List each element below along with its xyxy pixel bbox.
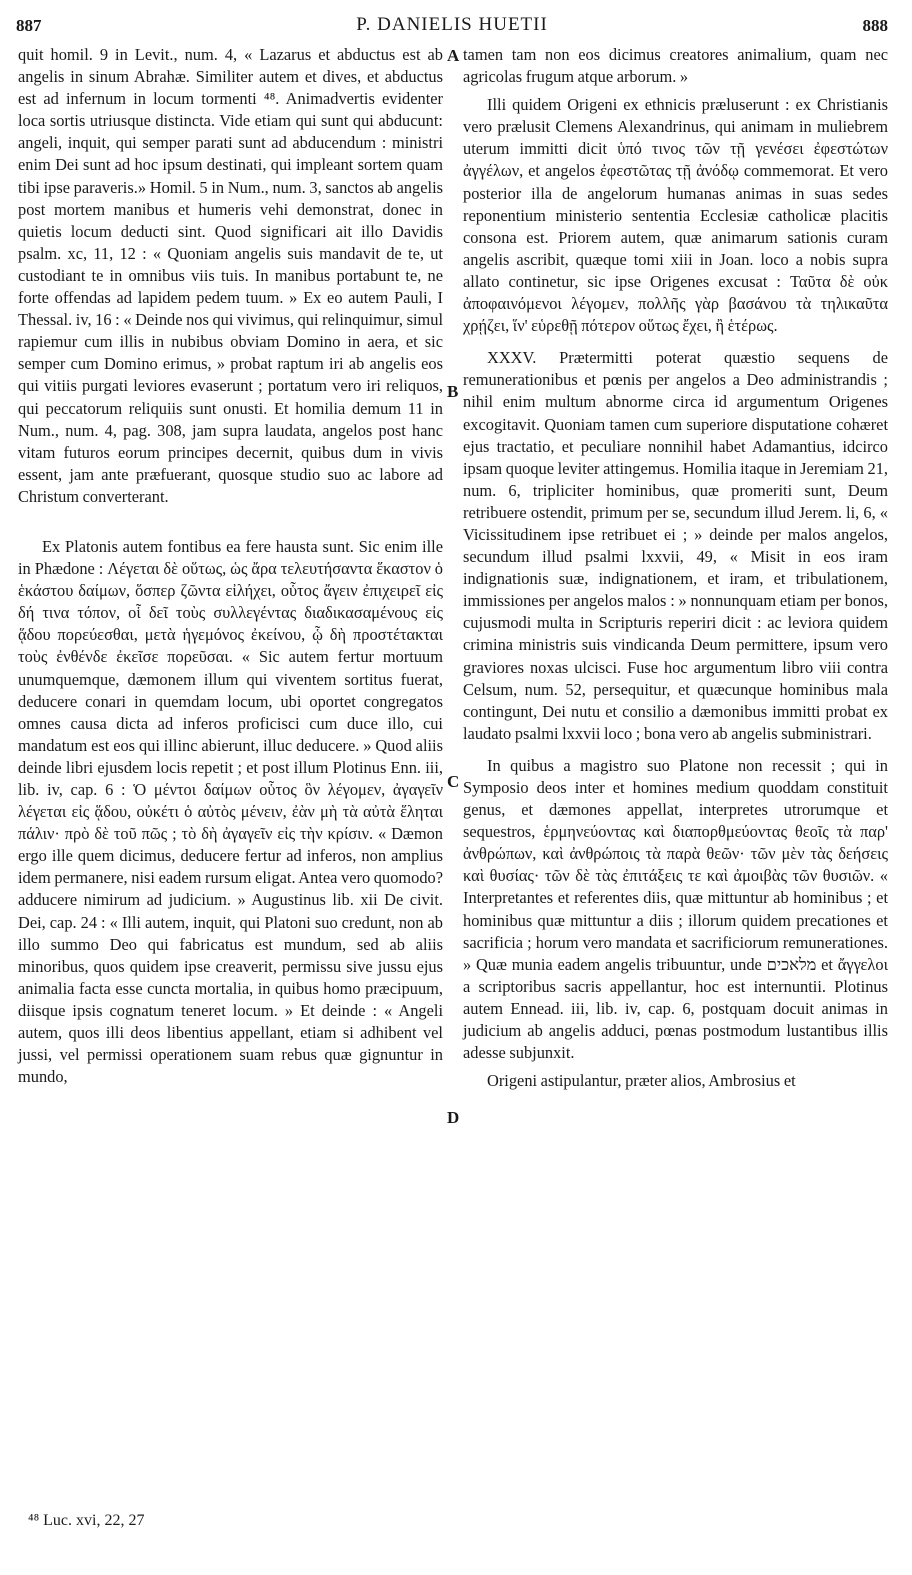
left-paragraph-1: quit homil. 9 in Levit., num. 4, « Lazarus et abductus est ab angelis in sinum Abrahæ. Similiter autem et dives, et abductus est ad infernum in locum tormenti ⁴⁸. Animadvertis evidenter loca sortis utriusque distincta. Vide etiam qui sunt qui abducunt: angeli, inquit, qui semper parati sunt ad abducendum : ministri enim Dei sunt ad hoc ipsum destinati, qui impleant sortem quam tibi ipse paraveris.» Homil. 5 in Num., num. 3, sanctos ab angelis post mortem manibus et humeris vehi demonstrat, donec in quietis locum deducti sint. Quod significari ait illo Davidis psalm. xc, 11, 12 : « Quoniam angelis suis mandavit de te, ut custodiant te in omnibus viis tuis. In manibus portabunt te, ne forte offendas ad lapidem pedem tuum. » Ex eo autem Pauli, I Thessal. iv, 16 : « Deinde nos qui vivimus, qui relinquimur, simul rapiemur cum illis in nubibus obviam Domino in aera, et sic semper cum Domino erimus, » probat raptum iri ab angelis eos qui vitiis purgati leviores evaserunt ; portatum vero iri reliquos, qui peccatorum reliquiis sunt onusti. Et homilia demum 11 in Num., num. 4, pag. 308, jam supra laudata, angelos post hanc vitam futuros eorum principes decernit, quibus dum in vivis essent, jam ante præfuerant, quosque studio suo ac labore ad Christum converterant. [18, 45, 443, 506]
margin-mark-a: A [447, 46, 460, 65]
page-header [16, 10, 888, 42]
page-number-left: 887 [16, 16, 42, 35]
margin-mark-c: C [447, 772, 460, 791]
margin-mark-b: B [447, 382, 459, 401]
page-number-right: 888 [862, 16, 888, 35]
footnote: ⁴⁸ Luc. xvi, 22, 27 [28, 1512, 145, 1529]
right-paragraph-4: In quibus a magistro suo Platone non recessit ; qui in Symposio deos inter et homines medium quoddam constituit genus, et dæmones appellat, interpretes utrorumque et sequestros, ἑρμηνεύοντας καὶ διαπορθμεύοντας θεοῖς τὰ παρ' ἀνθρώπων, καὶ ἀνθρώποις τὰ παρὰ θεῶν· τῶν μὲν τὰς δεήσεις καὶ θυσίας· τῶν δὲ τὰς ἐπιτάξεις τε καὶ ἀμοιβὰς τῶν θυσιῶν. « Interpretantes et referentes diis, quæ mittuntur ab hominibus ; et hominibus quæ mittuntur a diis ; illorum quidem precationes et sacrificia ; horum vero mandata et sacrificiorum remunerationes. » Quæ munia eadem angelis tribuuntur, unde מלאכים et ἄγγελοι a scriptoribus sacris appellantur, hoc est internuntii. Plotinus autem Ennead. iii, lib. iv, cap. 6, postquam docuit animas in judicium ab angelis adduci, pœnas postmodum lustantibus illis adesse subjunxit. [463, 755, 888, 1063]
right-paragraph-5: Origeni astipulantur, præter alios, Ambrosius et [487, 1071, 796, 1091]
right-paragraph-3: XXXV. Prætermitti poterat quæstio sequens de remunerationibus et pœnis per angelos a Deo administrandis ; nihil enim multum abnorme circa id argumentum Origenes excogitavit. Quoniam tamen cum superiore disputatione cohæret ejus tractatio, et peculiare nonnihil habet Adamantius, idcirco ipsam quoque leviter attingemus. Homilia itaque in Jeremiam 21, num. 6, tripliciter hominibus, quæ promeriti sunt, Deum retribuere ostendit, primum per se, secundum illud Jerem. li, 6, « Vicissitudinem ipse retribuet ei ; » deinde per malos angelos, secundum illud psalmi lxxvii, 49, « Misit in eos iram indignationis suæ, indignationem, et iram, et tribulationem, immissiones per angelos malos : » nonnunquam etiam per bonos, cujusmodi multa in Scripturis reperiri dicit : ac leviora quidem crimina ministris suis vindicanda Deum permittere, ipsum vero graviores noxas ulcisci. Fuse hoc argumentum libro viii contra Celsum, num. 52, persequitur, et quæcunque hominibus mala contingunt, Dei nutu et consilio a dæmonibus immitti probat ex laudato psalmi lxxvii loco ; bona vero ab angelis subministrari. [463, 348, 888, 743]
left-paragraph-2: Ex Platonis autem fontibus ea fere hausta sunt. Sic enim ille in Phædone : Λέγεται δὲ οὕτως, ὡς ἄρα τελευτήσαντα ἕκαστον ὁ ἑκάστου δαίμων, ὅσπερ ζῶντα εἰλήχει, οὗτος ἄγειν ἐπιχειρεῖ εἰς δή τινα τόπον, οἷ δεῖ τοὺς συλλεγέντας διαδικασαμένους εἰς ᾅδου πορεύεσθαι, μετὰ ἡγεμόνος ἐκείνου, ᾧ δὴ προστέτακται τοὺς ἐνθένδε ἐκεῖσε πορεῦσαι. « Sic autem fertur mortuum unumquemque, dæmonem illum qui viventem sortitus fuerat, deducere conari in quemdam locum, ubi oportet congregatos omnes causa dicta ad inferos proficisci cum duce illo, cui mandatum est eos qui illinc abierunt, illuc deducere. » Quod aliis deinde libri ejusdem locis repetit ; et post illum Plotinus Enn. iii, lib. iv, cap. 6 : Ὁ μέντοι δαίμων οὗτος ὃν λέγομεν, ἀγαγεῖν λέγεται εἰς ᾅδου, οὐκέτι ὁ αὐτὸς μένειν, ἐὰν μὴ τὰ αὐτὰ ἕληται πάλιν· πρὸ δὲ τοῦ πῶς ; τὸ δὴ ἀγαγεῖν εἰς τὴν κρίσιν. « Dæmon ergo ille quem dicimus, deducere fertur ad inferos, non amplius idem permanere, nisi eadem rursum eligat. Antea vero quomodo? adducere nimirum ad judicium. » Augustinus lib. xii De civit. Dei, cap. 24 : « Illi autem, inquit, qui Platoni suo credunt, non ab illo summo Deo qui fabricatus est mundum, sed ab aliis minoribus, quos quidem ipse creaverit, permissu sive jussu ejus animalia facta esse cuncta mortalia, in quibus homo præcipuum, diisque ipsis cognatum teneret locum. » Et deinde : « Angeli autem, quos illi deos libentius appellant, etiam si adhibent vel jussi, vel permissi operationem suam rebus quæ gignuntur in mundo, [18, 536, 443, 1087]
right-column [463, 44, 888, 1092]
right-paragraph-2: Illi quidem Origeni ex ethnicis præluserunt : ex Christianis vero prælusit Clemens Alexandrinus, qui animam in muliebrem uterum immitti dicit ὑπό τινος τῶν τῇ γενέσει ἐφεστώτων ἀγγέλων, et angelos ἐφεστῶτας τῇ ἀνόδῳ commemorat. Et vero posterior illa de angelorum humanas animas in suas sedes reponentium ministerio sententia Ecclesiæ catholicæ placitis consona est. Priorem autem, quæ animarum sationis curam angelis ascribit, quæque tomi xiii in Joan. loco a nobis supra allato continetur, sic ipse Origenes excusat : Ταῦτα δὲ οὐκ ἀποφαινόμενοι λέγομεν, πολλῆς γὰρ βασάνου τὰ τηλικαῦτα χρῄζει, ἵν' εὑρεθῇ πότερον οὕτως ἔχει, ἢ ἑτέρως. [463, 95, 888, 336]
running-title: P. DANIELIS HUETII [356, 14, 548, 35]
right-paragraph-1: tamen tam non eos dicimus creatores animalium, quam nec agricolas frugum atque arborum. » [463, 45, 888, 87]
margin-mark-d: D [447, 1108, 460, 1127]
left-column [18, 44, 443, 1088]
